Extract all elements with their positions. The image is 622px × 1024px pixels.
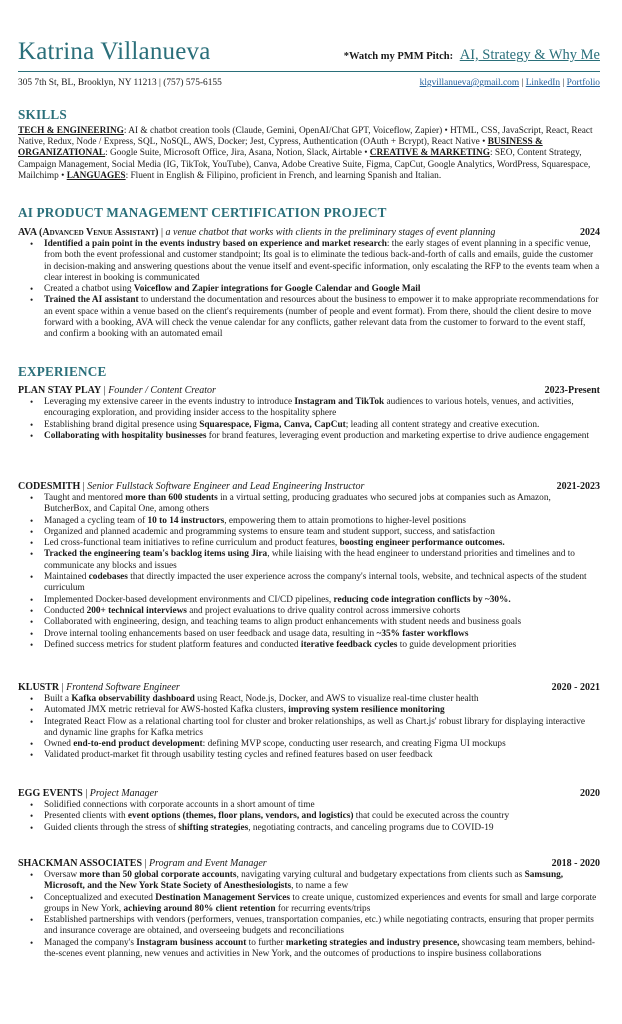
list-item: • Establishing brand digital presence using Squarespace, Figma, Canva, CapCut; leading all content strategy and creative execution.: [44, 420, 600, 431]
linkedin-link[interactable]: LinkedIn: [525, 78, 561, 88]
job-dates: 2023-Present: [544, 385, 600, 396]
project-name: AVA (Advanced Venue Assistant): [18, 227, 159, 238]
list-item: • Managed a cycling team of 10 to 14 instructors, empowering them to attain promotions to higher-level positions: [44, 516, 600, 527]
contact-links: [420, 78, 600, 88]
job-title-row: SHACKMAN ASSOCIATES | Program and Event Manager 2018 - 2020: [18, 858, 600, 869]
list-item: • Tracked the engineering team's backlog items using Jira, while liaising with the head engineer to understand priorities and timelines and to communicate any blocks and issues: [44, 549, 600, 572]
project-title-row: [18, 226, 600, 239]
job-dates: 2021-2023: [556, 481, 600, 492]
pitch-callout: [344, 47, 600, 64]
list-item: • Taught and mentored more than 600 students in a virtual setting, producing graduates who secured jobs at companies such as Amazon, ButcherBox, and Capital One, among others: [44, 493, 600, 516]
job-dates: 2020: [580, 788, 600, 799]
skills-heading: SKILLS: [18, 107, 67, 122]
list-item: • Built a Kafka observability dashboard using React, Node.js, Docker, and AWS to visualize real-time cluster health: [44, 694, 600, 705]
list-item: • Created a chatbot using Voiceflow and Zapier integrations for Google Calendar and Google Mail: [44, 284, 600, 295]
list-item: • Defined success metrics for student platform features and conducted iterative feedback cycles to guide development priorities: [44, 640, 600, 651]
list-item: • Automated JMX metric retrieval for AWS-hosted Kafka clusters, improving system resilience monitoring: [44, 705, 600, 716]
list-item: • Drove internal tooling enhancements based on user feedback and usage data, resulting in ~35% faster workflows: [44, 629, 600, 640]
job-title-row: EGG EVENTS | Project Manager 2020: [18, 788, 600, 799]
job-title-row: KLUSTR | Frontend Software Engineer 2020 - 2021: [18, 682, 600, 693]
pitch-link[interactable]: AI, Strategy & Why Me: [459, 47, 600, 63]
list-item: • Collaborating with hospitality businesses for brand features, leveraging event production and marketing expertise to drive audience engagement: [44, 431, 600, 442]
tech-label: TECH & ENGINEERING: [18, 126, 124, 136]
list-item: • Implemented Docker-based development environments and CI/CD pipelines, reducing code integration conflicts by ~30%.: [44, 595, 600, 606]
skills-paragraph: [18, 126, 600, 182]
list-item: • Conceptualized and executed Destination Management Services to create unique, customized experiences and events for small and large corporate groups in New York, achieving around 80% client retention for recurring events/trips: [44, 893, 600, 916]
job-shackman: [18, 857, 600, 960]
company-name: CODESMITH: [18, 481, 81, 492]
list-item: • Collaborated with engineering, design, and teaching teams to align product enhancements with student needs and business goals: [44, 617, 600, 628]
project-sep: |: [158, 227, 166, 238]
resume-name: Katrina Villanueva: [18, 38, 211, 65]
project-bullets: [18, 239, 600, 341]
list-item: • Trained the AI assistant to understand the documentation and resources about the business to empower it to make appropriate recommendations for an event space within a venue based on the client's requirements (number of people and event format). From there, should the client desire to move forward with a booking, AVA will check the venue calendar for any conflicts, gather relevant data from the customer to forward to the event staff, and confirm a booking with an automated email: [44, 295, 600, 340]
job-bullets: [18, 397, 600, 442]
biz-label: BUSINESS & ORGANIZATIONAL: [18, 137, 543, 159]
list-item: • Leveraging my extensive career in the events industry to introduce Instagram and TikTok audiences to various hotels, venues, and activities, encouraging exploration, and providing insider access to the hospitality sphere: [44, 397, 600, 420]
company-name: KLUSTR: [18, 682, 60, 693]
job-klustr: [18, 681, 600, 762]
project-block: [18, 226, 600, 341]
job-bullets: [18, 694, 600, 762]
link-separator: |: [521, 78, 524, 88]
list-item: • Identified a pain point in the events industry based on experience and market research: the early stages of event planning in a specific venue, from both the event professional and customer standpoint; Its goal is to eliminate the tedious back-and-forth of calls and emails, guide the customer in decision-making and answering questions about the venue itself and event-specific information, only escalating the RFP to the events team when a clear interest in booking is communicated: [44, 239, 600, 284]
job-role: Frontend Software Engineer: [66, 682, 180, 693]
header-divider: [18, 71, 600, 72]
job-bullets: [18, 870, 600, 960]
biz-text: : Google Suite, Microsoft Office, Jira, Asana, Notion, Slack, Airtable •: [105, 148, 370, 159]
job-codesmith: [18, 480, 600, 651]
link-separator: |: [562, 78, 565, 88]
lang-text: : Fluent in English & Filipino, proficient in French, and learning Spanish and Italian.: [125, 170, 442, 181]
job-role: Founder / Content Creator: [108, 385, 216, 396]
list-item: • Conducted 200+ technical interviews and project evaluations to drive quality control across immersive cohorts: [44, 606, 600, 617]
list-item: • Solidified connections with corporate accounts in a short amount of time: [44, 800, 600, 811]
company-name: PLAN STAY PLAY: [18, 385, 102, 396]
job-dates: 2020 - 2021: [551, 682, 600, 693]
job-title-row: CODESMITH | Senior Fullstack Software Engineer and Lead Engineering Instructor 2021-2023: [18, 481, 600, 492]
job-bullets: [18, 800, 600, 834]
lang-label: LANGUAGES: [66, 170, 126, 181]
job-egg-events: [18, 787, 600, 834]
job-role: Program and Event Manager: [149, 858, 267, 869]
portfolio-link[interactable]: Portfolio: [566, 78, 600, 88]
list-item: • Owned end-to-end product development: defining MVP scope, conducting user research, and creating Figma UI mockups: [44, 739, 600, 750]
creative-label: CREATIVE & MARKETING: [369, 148, 490, 159]
job-role: Senior Fullstack Software Engineer and Lead Engineering Instructor: [87, 481, 365, 492]
list-item: • Established partnerships with vendors (performers, venues, transportation companies, etc.) while negotiating contracts, ensuring that proper permits and insurance coverage are obtained, and overseeing budgets and reconciliations: [44, 915, 600, 938]
company-name: SHACKMAN ASSOCIATES: [18, 858, 143, 869]
creative-text: : SEO, Content Strategy, Campaign Management, Social Media (IG, TikTok, YouTube), Canva, Adobe Creative Suite, Figma, CapCut, Google Analytics, WordPress, Squarespace, Mailchimp •: [18, 148, 591, 181]
job-plan-stay-play: [18, 384, 600, 442]
project-desc: a venue chatbot that works with clients in the preliminary stages of event planning: [165, 227, 496, 238]
list-item: • Integrated React Flow as a relational charting tool for cluster and broker relationships, as well as Chart.js' robust library for displaying interactive and dynamic line graphs for Kafka metrics: [44, 717, 600, 740]
list-item: • Managed the company's Instagram business account to further marketing strategies and industry presence, showcasing team members, behind-the-scenes event planning, new venues and activities in New York, and the outcomes of productions to inspire business collaborations: [44, 938, 600, 961]
list-item: • Organized and planned academic and programming systems to ensure team and student support, success, and satisfaction: [44, 527, 600, 538]
company-name: EGG EVENTS: [18, 788, 83, 799]
experience-heading: EXPERIENCE: [18, 364, 107, 379]
job-bullets: [18, 493, 600, 651]
pitch-label: *Watch my PMM Pitch:: [343, 51, 454, 62]
list-item: • Validated product-market fit through usability testing cycles and refined features based on user feedback: [44, 750, 600, 761]
job-dates: 2018 - 2020: [551, 858, 600, 869]
list-item: • Maintained codebases that directly impacted the user experience across the company's internal tools, website, and technical aspects of the student curriculum: [44, 572, 600, 595]
list-item: • Led cross-functional team initiatives to refine curriculum and product features, boosting engineer performance outcomes.: [44, 538, 600, 549]
contact-address: 305 7th St, BL, Brooklyn, NY 11213 | (757) 575-6155: [18, 78, 222, 88]
list-item: • Oversaw more than 50 global corporate accounts, navigating varying cultural and budgetary expectations from clients such as Samsung, Microsoft, and the New York State Society of Anesthesiologists, to name a few: [44, 870, 600, 893]
project-date: 2024: [580, 227, 600, 238]
email-link[interactable]: klgvillanueva@gmail.com: [419, 78, 520, 88]
job-role: Project Manager: [89, 788, 158, 799]
tech-text: : AI & chatbot creation tools (Claude, Gemini, OpenAI/Chat GPT, Voiceflow, Zapier) • HTML, CSS, JavaScript, React, React Native, Redux, Node / Express, SQL, NoSQL, AWS, Docker; Jest, Cypress, Authentication (OAuth + Bcrypt), React Native •: [18, 126, 593, 148]
list-item: • Guided clients through the stress of shifting strategies, negotiating contracts, and canceling programs due to COVID-19: [44, 823, 600, 834]
list-item: • Presented clients with event options (themes, floor plans, vendors, and logistics) that could be executed across the country: [44, 811, 600, 822]
job-title-row: PLAN STAY PLAY | Founder / Content Creator 2023-Present: [18, 385, 600, 396]
project-heading: AI PRODUCT MANAGEMENT CERTIFICATION PROJECT: [18, 205, 387, 220]
